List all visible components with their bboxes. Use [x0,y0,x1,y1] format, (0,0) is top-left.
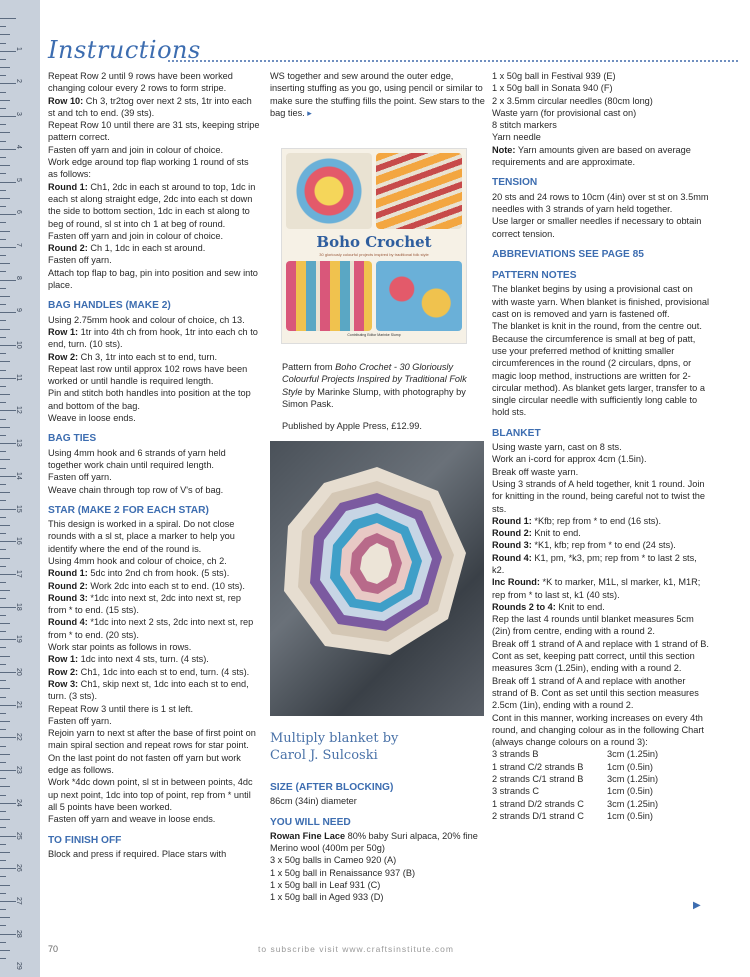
ruler-tick [0,525,10,526]
paragraph: Fasten off yarn and join in colour of choice. [48,230,224,241]
ruler-tick [0,623,10,624]
ruler-tick [0,402,6,403]
ruler-tick [0,26,6,27]
ruler-number: 14 [15,471,22,480]
ruler-tick [0,51,16,52]
table-cell: 1cm (0.5in) [607,786,653,797]
ruler-tick [0,157,6,158]
continue-arrow-icon: ▶ [693,900,701,911]
paragraph: Attach top flap to bag, pin into position and sew into place. [48,267,258,291]
colour-chart-table [492,748,710,822]
table-cell: 3cm (1.25in) [607,749,659,760]
material-line: Waste yarn (for provisional cast on) [492,107,637,118]
ruler-tick [0,370,6,371]
paragraph: Pin and stitch both handles into position at the top and bottom of the bag. [48,388,251,411]
ruler-tick [0,598,6,599]
instruction-row: Row 10: Ch 3, tr2tog over next 2 sts, 1tr into each st and tch to end. (39 sts). [48,95,252,118]
table-cell: 3 strands C [492,786,539,797]
ruler-tick [0,885,10,886]
ruler-tick [0,631,6,632]
ruler-number: 22 [15,733,22,742]
material-line: Yarn needle [492,132,541,143]
paragraph: Fasten off yarn and join in colour of choice. [48,144,224,155]
instruction-row: Rounds 2 to 4: Knit to end. [492,601,605,612]
paragraph: Using 4mm hook and 6 strands of yarn held together work chain until required length. [48,447,226,470]
ruler-tick [0,713,6,714]
ruler-tick [0,639,16,640]
instruction-row: Round 1: 5dc into 2nd ch from hook. (5 sts). [48,568,230,579]
paragraph: Repeat Row 10 until there are 31 sts, keeping stripe pattern correct. [48,120,260,143]
paragraph: Repeat Row 3 until there is 1 st left. [48,703,194,714]
ruler-tick [0,852,10,853]
instruction-row: Row 2: Ch 3, 1tr into each st to end, turn. [48,351,218,362]
ruler-tick [0,214,16,215]
table-cell: 3 strands B [492,749,539,760]
material-line: 1 x 50g ball in Renaissance 937 (B) [270,867,416,878]
ruler-tick [0,18,16,19]
ruler-tick [0,459,10,460]
ruler-tick [0,378,16,379]
instruction-row: Round 2: Work 2dc into each st to end. (10 sts). [48,580,245,591]
paragraph: 20 sts and 24 rows to 10cm (4in) over st st on 3.5mm needles with 3 strands of yarn held together. [492,191,709,214]
ruler-tick [0,320,6,321]
ruler-tick [0,827,6,828]
ruler-tick [0,132,10,133]
ruler-tick [0,116,16,117]
ruler-tick [0,247,16,248]
ruler-tick [0,509,16,510]
paragraph: This design is worked in a spiral. Do not close rounds with a sl st, place a marker to help you identify where the end of the round is. [48,519,235,554]
paragraph: Work *4dc down point, sl st in between points, 4dc up next point, 1dc into top of point, rep from * until all 5 points have been worked. [48,777,253,812]
ruler-tick [0,427,10,428]
ruler-number: 11 [15,373,22,381]
ruler-number: 23 [15,766,22,774]
paragraph: Using waste yarn, cast on 8 sts. [492,442,622,453]
paragraph: Work edge around top flap working 1 round of sts as follows: [48,157,249,180]
paragraph: Use larger or smaller needles if necessary to obtain correct tension. [492,216,702,239]
ruler-tick [0,705,16,706]
ruler-tick [0,778,6,779]
material-line: 8 stitch markers [492,120,557,131]
ruler-tick [0,353,6,354]
ruler-tick [0,541,16,542]
section-heading-need: YOU WILL NEED [270,816,351,828]
book-title: Boho Crochet [316,233,432,251]
ruler-tick [0,770,16,771]
ruler-tick [0,795,6,796]
ruler-tick [0,141,6,142]
ruler-tick [0,746,6,747]
ruler-tick [0,893,6,894]
ruler-tick [0,435,6,436]
ruler-tick [0,688,10,689]
ruler-tick [0,672,16,673]
ruler-tick [0,566,6,567]
ruler-tick [0,582,6,583]
paragraph: Work star points as follows in rows. [48,642,192,653]
ruler-tick [0,876,6,877]
ruler-tick [0,100,10,101]
ruler-tick [0,647,6,648]
paragraph: Fasten off yarn. [48,472,112,483]
paragraph: Repeat Row 2 until 9 rows have been worked changing colour every 2 rows to form stripe. [48,71,233,94]
ruler-tick [0,664,6,665]
material-line: 1 x 50g ball in Sonata 940 (F) [492,83,613,94]
ruler-tick [0,329,10,330]
page-number: 70 [48,944,59,954]
column-3 [492,70,710,822]
ruler-tick [0,468,6,469]
book-cover-image [281,148,467,344]
section-heading-star: STAR (MAKE 2 FOR EACH STAR) [48,504,209,516]
ruler-tick [0,517,6,518]
paragraph: Using 3 strands of A held together, knit 1 round. Join for knitting in the round, being careful not to twist the sts. [492,478,705,514]
ruler-number: 15 [15,504,22,513]
paragraph: Weave chain through top row of V's of bag. [48,484,224,495]
ruler-tick [0,958,6,959]
paragraph: Break off 1 strand of A and replace with 1 strand of B. Cont as set, keeping patt correct, until this section measures 3cm (1.25in), ending with a round 2. [492,638,709,674]
section-heading-finish: TO FINISH OFF [48,834,122,846]
ruler-number: 29 [15,962,22,971]
ruler-tick [0,697,6,698]
ruler-number: 24 [15,798,22,807]
ruler-tick [0,124,6,125]
ruler-tick [0,239,6,240]
section-heading-size: SIZE (AFTER BLOCKING) [270,782,394,793]
ruler-tick [0,75,6,76]
ruler-tick [0,83,16,84]
ruler-tick [0,549,6,550]
ruler-tick [0,754,10,755]
ruler-tick [0,410,16,411]
instruction-row: Round 1: *Kfb; rep from * to end (16 sts). [492,515,662,526]
ruler-tick [0,451,6,452]
instruction-row: Round 3: *K1, kfb; rep from * to end (24 sts). [492,540,676,551]
material-line: Rowan Fine Lace 80% baby Suri alpaca, 20% fine Merino wool (400m per 50g) [270,830,478,854]
ruler-tick [0,860,6,861]
ruler-number: 19 [15,635,22,644]
ruler-tick [0,92,6,93]
ruler-tick [0,43,6,44]
note: Note: Yarn amounts given are based on average requirements and are approximate. [492,144,691,168]
material-line: 1 x 50g ball in Aged 933 (D) [270,892,384,903]
ruler-tick [0,182,16,183]
ruler-number: 12 [15,406,22,415]
ruler-number: 7 [15,242,22,247]
ruler-tick [0,149,16,150]
section-heading-pattern-notes: PATTERN NOTES [492,270,577,282]
ruler-number: 20 [15,668,22,676]
ruler-tick [0,721,10,722]
ruler-tick [0,819,10,820]
ruler-tick [0,443,16,444]
instruction-row: Round 4: *1dc into next 2 sts, 2dc into next st, rep from * to end. (20 sts). [48,617,254,640]
ruler-tick [0,59,6,60]
ruler-tick [0,868,16,869]
paragraph: Break off 1 strand of A and replace with another strand of B. Cont as set until this section measures 2.5cm (1in), ending with a round 2. [492,675,699,711]
table-cell: 2 strands C/1 strand B [492,774,584,785]
ruler-number: 9 [15,308,22,313]
ruler-tick [0,737,16,738]
ruler-tick [0,615,6,616]
title-dotted-rule [168,60,738,62]
instruction-row: Round 2: Ch 1, 1dc in each st around. [48,243,206,254]
ruler-number: 25 [15,831,22,840]
ruler-tick [0,844,6,845]
material-line: 1 x 50g ball in Leaf 931 (C) [270,880,381,891]
ruler-tick [0,190,6,191]
ruler-tick [0,729,6,730]
ruler-tick [0,165,10,166]
ruler-number: 17 [15,569,22,578]
paragraph: Fasten off yarn. [48,255,112,266]
section-heading-abbreviations: ABBREVIATIONS SEE PAGE 85 [492,248,644,260]
ruler-tick [0,484,6,485]
ruler-tick [0,67,10,68]
ruler-tick [0,34,10,35]
paragraph: WS together and sew around the outer edge, inserting stuffing as you go, using pencil or similar to make sure the stuffing fills the point. Sew stars to the bag ties. ▸ [270,71,485,118]
section-heading-handles: BAG HANDLES (MAKE 2) [48,300,171,312]
ruler-number: 21 [15,700,22,709]
paragraph: Rep the last 4 rounds until blanket measures 5cm (2in) from centre, ending with a round 2. [492,614,694,637]
ruler-number: 18 [15,602,22,611]
paragraph: Repeat last row until approx 102 rows have been worked or until handle is required length. [48,363,248,387]
instruction-row: Round 1: Ch1, 2dc in each st around to top, 1dc in each st along straight edge, 2dc into each st down the side to bottom section, 1dc in each st along to beg of round, sl st into ch 1 at beg of round. [48,181,256,229]
paragraph: Break off waste yarn. [492,466,579,477]
ruler-number: 26 [15,864,22,872]
paragraph: The blanket begins by using a provisional cast on with waste yarn. When blanket is finished, provisional cast on is removed and yarn is fastened off. [492,284,710,320]
material-line: 3 x 50g balls in Cameo 920 (A) [270,855,397,866]
paragraph: 86cm (34in) diameter [270,796,357,807]
ruler-tick [0,786,10,787]
instruction-row: Round 3: *1dc into next st, 2dc into next st, rep from * to end. (15 sts). [48,592,242,616]
ruler-tick [0,558,10,559]
blanket-photo [270,441,484,716]
ruler-tick [0,942,6,943]
ruler-tick [0,934,16,935]
design-credit: Multiply blanket by Carol J. Sulcoski [270,731,399,763]
ruler-number: 27 [15,896,22,905]
blanket-illustration [270,441,484,716]
ruler-number: 5 [15,177,22,182]
instruction-row: Row 1: 1tr into 4th ch from hook, 1tr into each ch to end, turn. (10 sts). [48,326,258,350]
page-title: Instructions [48,36,201,64]
ruler-tick [0,280,16,281]
ruler-tick [0,271,6,272]
ruler-tick [0,656,10,657]
ruler-number: 10 [15,341,22,349]
paragraph: The blanket is knit in the round, from the centre out. Because the circumference is small at beg of patt, use your preferred method of knitting smaller circumferences in the round (2 circulars, dpns, or magic loop method, instructions are written for 2-circular method). As blanket gets larger, transfer to a single circular needle with sufficiently long cable to hold sts. [492,321,705,418]
ruler-tick [0,419,6,420]
ruler-tick [0,680,6,681]
table-cell: 1cm (0.5in) [607,761,653,772]
paragraph: Fasten off yarn. [48,715,112,726]
ruler-number: 2 [15,79,22,84]
section-heading-blanket: BLANKET [492,427,541,439]
ruler-number: 16 [15,537,22,545]
column-2-materials [270,782,485,904]
ruler-tick [0,312,16,313]
column-1 [48,70,260,860]
footer-subscribe-text: to subscribe visit www.craftsinstitute.com [258,944,454,954]
book-subtitle: 30 gloriously colourful projects inspired by traditional folk style [319,252,429,257]
instruction-row: Row 3: Ch1, skip next st, 1dc into each st to end, turn. (3 sts). [48,678,249,702]
section-heading-ties: BAG TIES [48,433,97,445]
paragraph: Block and press if required. Place stars with [48,848,227,859]
paragraph: Rejoin yarn to next st after the base of first point on main spiral section and repeat rows for star point. On the last point do not fasten off yarn but work edge as follows. [48,728,256,776]
ruler-tick [0,803,16,804]
table-cell: 1 strand D/2 strands C [492,798,584,809]
table-cell: 1cm (0.5in) [607,810,653,821]
ruler-number: 3 [15,112,22,116]
ruler-tick [0,500,6,501]
ruler-number: 28 [15,929,22,938]
instruction-row: Row 1: 1dc into next 4 sts, turn. (4 sts). [48,654,209,665]
ruler-tick [0,345,16,346]
ruler-tick [0,222,6,223]
instruction-row: Round 4: K1, pm, *k3, pm; rep from * to last 2 sts, k2. [492,552,697,575]
material-line: 1 x 50g ball in Festival 939 (E) [492,71,616,81]
ruler-tick [0,255,6,256]
ruler-tick [0,173,6,174]
paragraph: Weave in loose ends. [48,413,136,424]
ruler-tick [0,590,10,591]
ruler-tick [0,533,6,534]
paragraph: Fasten off yarn and weave in loose ends. [48,814,216,825]
ruler-tick [0,206,6,207]
table-cell: 3cm (1.25in) [607,774,659,785]
ruler-number: 13 [15,439,22,447]
ruler-tick [0,394,10,395]
instruction-row: Inc Round: *K to marker, M1L, sl marker, k1, M1R; rep from * to last st, k1 (40 sts). [492,577,701,600]
ruler-tick [0,198,10,199]
book-caption: Pattern from Boho Crochet - 30 Gloriously Colourful Projects Inspired by Traditional Folk Style by Marinke Slump, with photography by Simon Pask. Published by Apple Press, £12.99. [282,362,467,431]
ruler-tick [0,836,16,837]
ruler-tick [0,231,10,232]
ruler-tick [0,304,6,305]
paragraph: Using 4mm hook and colour of choice, ch 2. [48,555,227,566]
ruler-tick [0,361,10,362]
table-cell: 2 strands D/1 strand C [492,810,584,821]
measuring-ruler [0,0,40,977]
ruler-tick [0,492,10,493]
ruler-tick [0,917,10,918]
ruler-tick [0,476,16,477]
ruler-tick [0,288,6,289]
table-cell: 3cm (1.25in) [607,798,659,809]
ruler-tick [0,296,10,297]
paragraph: Cont in this manner, working increases on every 4th round, and changing colour as in the following Chart (always change colours on a round 3): [492,712,704,748]
instruction-row: Row 2: Ch1, 1dc into each st to end, turn. (4 sts). [48,666,250,677]
ruler-number: 6 [15,210,22,215]
material-line: 2 x 3.5mm circular needles (80cm long) [492,95,653,106]
ruler-tick [0,386,6,387]
table-cell: 1 strand C/2 strands B [492,761,584,772]
section-heading-tension: TENSION [492,177,538,189]
ruler-tick [0,108,6,109]
ruler-tick [0,925,6,926]
instruction-row: Round 2: Knit to end. [492,528,581,539]
ruler-number: 8 [15,275,22,280]
book-contributor: Contributing Editor Marinke Slump [347,333,401,337]
ruler-number: 4 [15,144,22,149]
paragraph: Work an i-cord for approx 4cm (1.5in). [492,454,647,465]
ruler-tick [0,574,16,575]
column-2-intro [270,70,485,119]
ruler-tick [0,950,10,951]
ruler-tick [0,909,6,910]
ruler-tick [0,607,16,608]
ruler-number: 1 [15,46,22,51]
ruler-tick [0,762,6,763]
ruler-tick [0,811,6,812]
ruler-tick [0,337,6,338]
paragraph: Using 2.75mm hook and colour of choice, ch 13. [48,314,245,325]
ruler-tick [0,901,16,902]
ruler-tick [0,263,10,264]
